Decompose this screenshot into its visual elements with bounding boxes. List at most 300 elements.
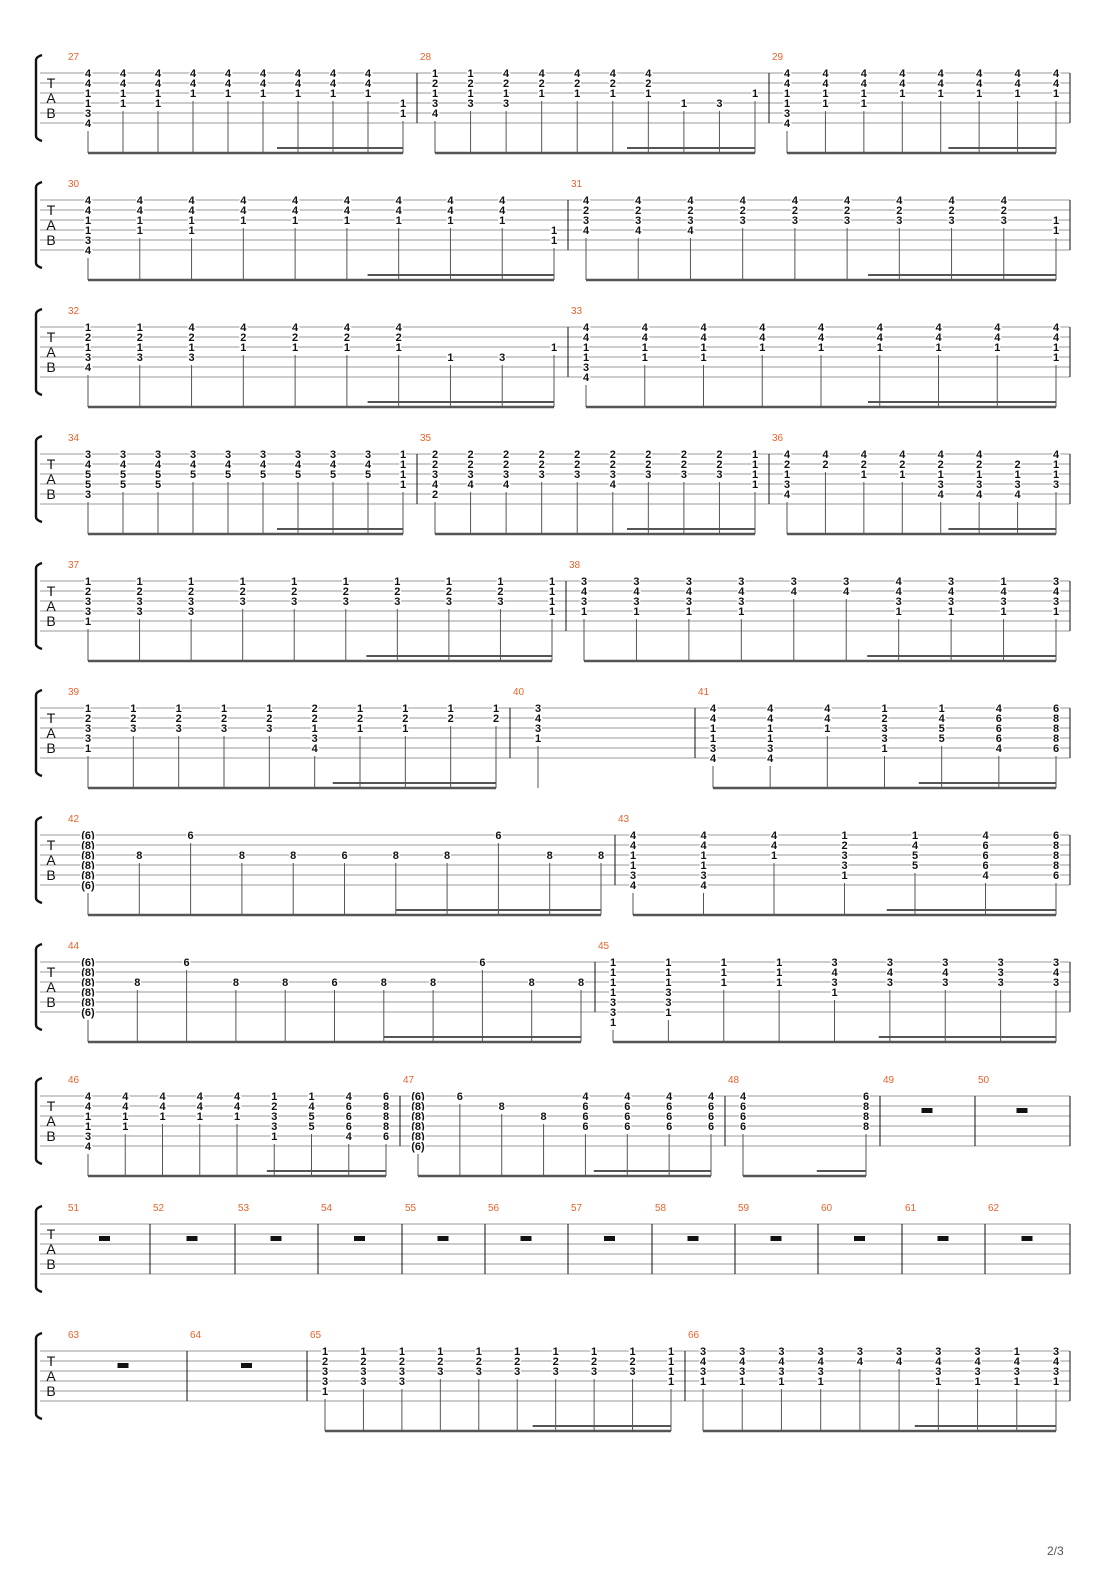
tab-system: [36, 1075, 1070, 1176]
fret-number: 1: [497, 576, 504, 588]
chord: [739, 1346, 746, 1431]
fret-number: 4: [84, 1101, 92, 1113]
fret-number: 1: [1000, 576, 1007, 588]
fret-number: 4: [791, 195, 798, 207]
fret-number: 4: [345, 1131, 352, 1143]
chord: [239, 850, 245, 915]
tab-clef-letter: T: [46, 710, 56, 726]
chord: [861, 68, 868, 153]
chord: [260, 68, 267, 153]
fret-number: 2: [645, 449, 652, 461]
fret-number: 1: [1013, 1376, 1020, 1388]
chord: [85, 195, 92, 280]
chord: [630, 830, 637, 915]
chord: [1053, 703, 1059, 788]
system-bracket: [36, 1078, 42, 1164]
fret-number: 1: [136, 225, 143, 237]
fret-number: 2: [680, 459, 687, 471]
chord: [776, 957, 782, 1042]
chord: [982, 830, 989, 915]
chord: [137, 195, 144, 280]
chord: [81, 957, 95, 1042]
chord: [610, 449, 617, 534]
chord: [499, 352, 505, 407]
chord: [365, 68, 372, 153]
fret-number: 1: [240, 342, 247, 354]
measure: [571, 1203, 652, 1274]
chord: [716, 98, 722, 153]
measure: [190, 1330, 307, 1401]
fret-number: 1: [398, 1346, 405, 1358]
fret-number: 1: [751, 459, 759, 471]
chord: [831, 957, 838, 1042]
fret-number: 1: [538, 88, 545, 100]
bar-number: 49: [883, 1075, 895, 1086]
fret-number: 1: [899, 88, 906, 100]
fret-number: 4: [154, 78, 162, 90]
fret-number: 2: [538, 449, 545, 461]
fret-number: 1: [266, 703, 273, 715]
fret-number: 3: [1014, 479, 1021, 491]
chord: [942, 957, 949, 1042]
fret-number: 3: [1052, 1346, 1060, 1358]
fret-number: 2: [467, 449, 474, 461]
fret-number: 1: [514, 1346, 521, 1358]
fret-number: 3: [935, 1366, 942, 1378]
fret-number: 4: [582, 372, 590, 384]
fret-number: 1: [699, 1376, 707, 1388]
fret-number: 1: [759, 342, 766, 354]
fret-number: 1: [609, 88, 616, 100]
fret-number: 4: [783, 449, 791, 461]
fret-number: 2: [860, 459, 867, 471]
fret-number: 1: [311, 723, 318, 735]
fret-number: 3: [84, 489, 92, 501]
chord: [346, 1091, 353, 1176]
fret-number: 1: [84, 1111, 92, 1123]
fret-number: 2: [538, 459, 545, 471]
fret-number: 1: [1052, 606, 1060, 618]
chord: [539, 68, 546, 153]
fret-number: 3: [514, 1366, 521, 1378]
fret-number: 1: [445, 576, 452, 588]
fret-number: 4: [259, 68, 267, 80]
chord: [818, 1346, 825, 1431]
chord: [976, 449, 983, 534]
fret-number: 3: [609, 469, 616, 481]
fret-number: 1: [860, 469, 867, 481]
chord: [668, 1346, 674, 1431]
fret-number: 3: [739, 215, 746, 227]
fret-number: 6: [331, 977, 338, 989]
chord: [792, 195, 799, 280]
tab-clef-letter: T: [46, 964, 56, 980]
chord: [240, 322, 247, 407]
fret-number: 1: [700, 850, 707, 862]
fret-number: 4: [645, 68, 652, 80]
fret-number: 3: [739, 1346, 746, 1358]
fret-number: 1: [667, 1346, 675, 1358]
fret-number: 1: [948, 606, 955, 618]
fret-number: 4: [935, 322, 942, 334]
fret-number: 1: [395, 215, 402, 227]
fret-number: 1: [122, 1121, 129, 1133]
fret-number: 4: [896, 195, 903, 207]
whole-rest: [271, 1236, 282, 1241]
chord: [134, 977, 140, 1042]
fret-number: 1: [778, 1376, 785, 1388]
fret-number: 3: [321, 1366, 329, 1378]
chord: [330, 68, 337, 153]
fret-number: 4: [876, 332, 883, 344]
chord: [784, 449, 791, 534]
fret-number: 3: [778, 1346, 785, 1358]
chord: [887, 957, 894, 1042]
fret-number: 4: [395, 322, 402, 334]
chord: [85, 576, 91, 661]
fret-number: 4: [311, 743, 318, 755]
fret-number: 3: [645, 469, 652, 481]
chord: [708, 1091, 715, 1176]
fret-number: 4: [759, 322, 766, 334]
fret-number: 8: [232, 977, 239, 989]
fret-number: 4: [447, 205, 454, 217]
fret-number: 8: [1052, 850, 1060, 862]
fret-number: 4: [574, 68, 581, 80]
fret-number: 1: [881, 743, 888, 755]
fret-number: 2: [881, 713, 888, 725]
fret-number: 3: [84, 596, 92, 608]
chord: [292, 195, 299, 280]
fret-number: 4: [899, 449, 906, 461]
chord: [553, 1346, 559, 1431]
fret-number: 5: [119, 479, 127, 491]
fret-number: 2: [437, 1356, 444, 1368]
fret-number: 4: [1052, 967, 1060, 979]
fret-number: 2: [467, 78, 474, 90]
fret-number: 1: [776, 957, 783, 969]
fret-number: (8): [411, 1111, 425, 1123]
chord: [716, 449, 722, 534]
tab-clef-letter: A: [46, 217, 56, 233]
fret-number: 6: [582, 1121, 589, 1133]
fret-number: 4: [976, 68, 983, 80]
tab-clef-letter: T: [46, 75, 56, 91]
tab-clef-letter: B: [46, 613, 56, 629]
fret-number: 5: [259, 469, 267, 481]
fret-number: 1: [130, 703, 137, 715]
fret-number: 4: [633, 586, 640, 598]
fret-number: 4: [159, 1101, 166, 1113]
fret-number: 2: [136, 586, 143, 598]
fret-number: 1: [188, 342, 195, 354]
chord: [738, 576, 745, 661]
chord: [1015, 459, 1022, 534]
fret-number: 5: [154, 469, 162, 481]
chord: [861, 449, 868, 534]
bar-number: 66: [688, 1330, 700, 1341]
fret-number: 4: [770, 840, 778, 852]
fret-number: 2: [136, 332, 143, 344]
fret-number: 1: [976, 469, 983, 481]
chord: [877, 322, 884, 407]
fret-number: 1: [767, 733, 774, 745]
fret-number: 4: [467, 479, 474, 491]
bar-number: 27: [68, 52, 80, 63]
chord: [159, 1091, 166, 1176]
fret-number: 4: [538, 68, 545, 80]
fret-number: 4: [790, 586, 797, 598]
fret-number: 3: [467, 98, 474, 110]
fret-number: 4: [294, 459, 302, 471]
bar-number: 62: [988, 1203, 1000, 1214]
fret-number: 3: [948, 576, 955, 588]
measure: [488, 1203, 568, 1274]
chord: [818, 322, 825, 407]
fret-number: 1: [751, 449, 759, 461]
fret-number: 4: [343, 205, 350, 217]
fret-number: 4: [395, 205, 402, 217]
fret-number: 1: [356, 703, 364, 715]
fret-number: 6: [739, 1101, 747, 1113]
fret-number: 4: [976, 449, 983, 461]
fret-number: 1: [645, 88, 652, 100]
fret-number: 3: [948, 215, 955, 227]
fret-number: 4: [159, 1091, 166, 1103]
tab-system: [36, 560, 1070, 661]
fret-number: 6: [187, 830, 194, 842]
chord: [771, 830, 778, 915]
chord: [402, 703, 408, 788]
fret-number: (8): [81, 850, 95, 862]
fret-number: 8: [862, 1101, 870, 1113]
fret-number: 3: [364, 449, 372, 461]
fret-number: 3: [1052, 479, 1060, 491]
fret-number: 4: [938, 713, 945, 725]
bar-number: 65: [310, 1330, 322, 1341]
fret-number: 3: [841, 860, 848, 872]
fret-number: 3: [738, 576, 745, 588]
fret-number: 8: [382, 1121, 390, 1133]
fret-number: 2: [609, 449, 616, 461]
chord: [493, 703, 499, 788]
chord: [1053, 957, 1060, 1042]
tab-system: [36, 306, 1070, 407]
fret-number: 4: [224, 459, 232, 471]
fret-number: 3: [976, 479, 983, 491]
fret-number: 3: [783, 479, 791, 491]
chord: [437, 1346, 443, 1431]
chord: [700, 1346, 707, 1431]
fret-number: 4: [582, 322, 590, 334]
fret-number: 2: [240, 332, 247, 344]
fret-number: 3: [680, 469, 687, 481]
fret-number: 2: [84, 713, 92, 725]
bar-number: 47: [403, 1075, 415, 1086]
fret-number: 1: [196, 1111, 203, 1123]
tab-clef-letter: T: [46, 583, 56, 599]
chord: [260, 449, 267, 534]
fret-number: 3: [84, 235, 92, 247]
chord: [610, 957, 616, 1042]
fret-number: 6: [666, 1121, 673, 1133]
fret-number: 4: [1000, 586, 1007, 598]
fret-number: 1: [937, 469, 944, 481]
fret-number: 8: [577, 977, 585, 989]
fret-number: 8: [498, 1101, 505, 1113]
fret-number: 2: [84, 586, 92, 598]
fret-number: 4: [982, 830, 989, 842]
system-bracket: [36, 944, 42, 1030]
fret-number: 1: [738, 606, 745, 618]
fret-number: 2: [84, 332, 92, 344]
fret-number: 2: [188, 586, 195, 598]
fret-number: 1: [399, 449, 407, 461]
chord: [476, 1346, 482, 1431]
fret-number: 1: [321, 1346, 329, 1358]
fret-number: 3: [136, 606, 143, 618]
fret-number: 4: [84, 245, 92, 257]
chord: [399, 1346, 405, 1431]
fret-number: 6: [1052, 743, 1060, 755]
chord: [411, 1091, 425, 1176]
fret-number: 1: [402, 723, 409, 735]
fret-number: (8): [81, 860, 95, 872]
measure: [153, 1203, 235, 1274]
fret-number: 3: [360, 1376, 367, 1388]
chord: [822, 449, 829, 534]
fret-number: 3: [886, 977, 893, 989]
chord: [547, 850, 553, 915]
fret-number: 1: [550, 225, 558, 237]
fret-number: 2: [841, 840, 848, 852]
bar-number: 64: [190, 1330, 202, 1341]
tab-clef-letter: A: [46, 725, 56, 741]
fret-number: 6: [1052, 870, 1060, 882]
fret-number: 6: [1052, 830, 1060, 842]
fret-number: 1: [343, 215, 350, 227]
fret-number: 4: [154, 68, 162, 80]
fret-number: 4: [84, 205, 92, 217]
fret-number: 3: [84, 352, 92, 364]
system-bracket: [36, 1206, 42, 1292]
fret-number: 3: [881, 733, 888, 745]
whole-rest: [1017, 1108, 1028, 1113]
fret-number: (8): [81, 977, 95, 989]
chord: [578, 977, 584, 1042]
fret-number: 1: [783, 98, 791, 110]
fret-number: 4: [817, 322, 825, 334]
chord: [841, 830, 847, 915]
fret-number: 6: [982, 860, 989, 872]
chord: [1053, 449, 1060, 534]
fret-number: 3: [534, 703, 542, 715]
fret-number: 3: [629, 1366, 636, 1378]
fret-number: 6: [995, 713, 1002, 725]
fret-number: 3: [437, 1366, 444, 1378]
fret-number: 4: [582, 195, 590, 207]
chord: [935, 322, 942, 407]
chord: [85, 703, 91, 788]
fret-number: 3: [188, 352, 195, 364]
chord: [583, 195, 590, 280]
tab-clef-letter: B: [46, 1128, 56, 1144]
fret-number: 2: [497, 586, 504, 598]
fret-number: 4: [843, 586, 850, 598]
fret-number: 3: [136, 596, 143, 608]
fret-number: 1: [550, 342, 558, 354]
fret-number: 4: [329, 68, 337, 80]
fret-number: 2: [503, 459, 510, 471]
fret-number: 1: [665, 967, 672, 979]
fret-number: 2: [680, 449, 687, 461]
fret-number: 3: [935, 1346, 942, 1358]
fret-number: 6: [707, 1101, 715, 1113]
fret-number: 2: [896, 205, 903, 217]
fret-number: 4: [937, 449, 944, 461]
measure: [405, 1203, 485, 1274]
fret-number: 1: [574, 88, 581, 100]
fret-number: 4: [895, 586, 902, 598]
chord: [624, 1091, 631, 1176]
fret-number: 6: [707, 1121, 715, 1133]
fret-number: 1: [1052, 225, 1060, 237]
fret-number: 4: [778, 1356, 785, 1368]
fret-number: 3: [716, 469, 723, 481]
fret-number: 4: [995, 703, 1002, 715]
chord: [645, 449, 651, 534]
fret-number: 1: [122, 1111, 129, 1123]
chord: [190, 449, 197, 534]
whole-rest: [604, 1236, 615, 1241]
system-bracket: [36, 1333, 42, 1419]
chord: [899, 68, 906, 153]
fret-number: 4: [259, 78, 267, 90]
chord: [939, 703, 946, 788]
fret-number: 8: [282, 977, 289, 989]
system-bracket: [36, 690, 42, 776]
fret-number: 1: [548, 596, 556, 608]
tab-clef-letter: B: [46, 232, 56, 248]
fret-number: 4: [294, 68, 302, 80]
chord: [581, 576, 588, 661]
fret-number: 3: [1013, 1366, 1020, 1378]
fret-number: 1: [188, 215, 195, 227]
bar-number: 38: [569, 560, 581, 571]
fret-number: 1: [84, 322, 92, 334]
chord: [629, 1346, 635, 1431]
chord: [343, 576, 349, 661]
fret-number: 3: [119, 449, 127, 461]
fret-number: 1: [84, 576, 92, 588]
fret-number: 4: [995, 743, 1002, 755]
fret-number: 1: [770, 850, 778, 862]
bar-number: 31: [571, 179, 583, 190]
fret-number: 1: [503, 88, 510, 100]
fret-number: 1: [720, 977, 727, 989]
fret-number: 3: [130, 723, 137, 735]
fret-number: (8): [411, 1121, 425, 1133]
chord: [446, 576, 452, 661]
fret-number: 4: [817, 332, 825, 344]
chord: [740, 195, 747, 280]
fret-number: 1: [437, 1346, 444, 1358]
fret-number: 4: [666, 1091, 673, 1103]
tab-clef-letter: T: [46, 1098, 56, 1114]
chord: [912, 830, 919, 915]
chord: [633, 576, 640, 661]
fret-number: 1: [665, 957, 672, 969]
